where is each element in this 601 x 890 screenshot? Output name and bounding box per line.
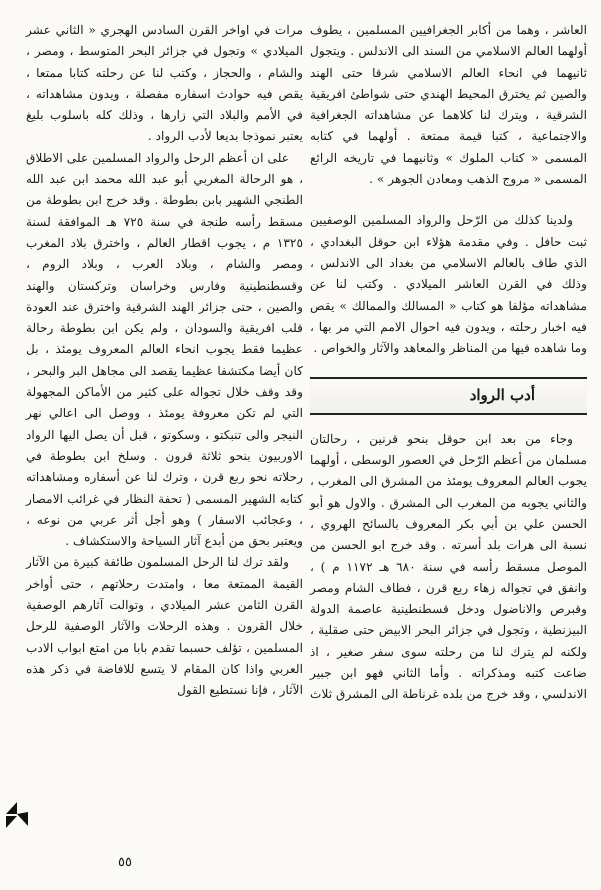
- section-heading-box: [310, 377, 587, 414]
- left-paragraph-1: مرات في اواخر القرن السادس الهجري « الثاني عشر الميلادي » وتجول في جزائر البحر المتوسط ، ومصر ، والشام ، والحجاز ، وكتب لنا عن رحلته كتابا ممتعا ، يقص فيه حوادث اسفاره مفصلة ، ويدون مشاهداته ، في الأمم والبلاد التي زارها ، وذلك كله باسلوب بليغ يعتبر نموذجا بديعا لأدب الرواد .: [26, 23, 303, 144]
- page-number: ٥٥: [118, 855, 132, 870]
- left-paragraph-2: على ان أعظم الرحل والرواد المسلمين على الاطلاق ، هو الرحالة المغربي أبو عبد الله محمد ابن عبد الله الطنجي الشهير بابن بطوطة . وقد خرج ابن بطوطة من مسقط رأسه طنجة في سنة ٧٢٥ هـ الموافقة لسنة ١٣٢٥ م ، يجوب اقطار العالم ، واخترق بلاد المغرب ومصر والشام ، وبلاد العرب ، وبلاد الروم ، وقسطنطينية وفارس وخراسان وتركستان والهند والصين ، حتى جزائر الهند الشرقية واخترق عند العودة قلب افريقية والسودان ، ولم يكن ابن بطوطة رحالة عظيما فقط يجوب انحاء العالم المعروف يومئذ ، بل كان أيضا مكتشفا عظيما يقصد الى مجاهل البر والبحر ، وقد وقف خلال تجواله على كثير من الأماكن المجهولة التي لم تكن معروفة يومئذ ، ووصل الى اعالي نهر النيجر والى تنبكتو ، وسكوتو ، قبل أن يصل اليها الرواد الاوربيون بنحو ثلاثة قرون . وسلخ ابن بطوطة في رحلاته نحو ربع قرن ، وترك لنا عن أسفاره ومشاهداته كتابه الشهير المسمى ( تحفة النظار في غرائب الامصار ، وعجائب الاسفار ) وهو أجل أثر عربي من نوعه ، ويعتبر بحق من أبدع آثار السياحة والاستكشاف .: [26, 150, 303, 549]
- left-column: [26, 20, 303, 702]
- triangle-arrows-icon[interactable]: [4, 800, 30, 830]
- right-column: [310, 20, 587, 706]
- right-paragraph-2: ولدينا كذلك من الرّحل والرواد المسلمين الوصفيين ثبت حافل . وفي مقدمة هؤلاء ابن حوقل البغدادي ، الذي طاف بالعالم الاسلامي من بغداد الى الاندلس ، وذلك في القرن العاشر الميلادي . وكتب لنا عن مشاهداته مؤلفا هو كتاب « المسالك والممالك » يقص فيه اخبار رحلته ، ويدون فيه احوال الامم التي مر بها ، وما شاهده فيها من المناظر والمعاهد والآثار والخواص .: [310, 213, 587, 356]
- left-paragraph-3: ولقد ترك لنا الرحل المسلمون طائفة كبيرة من الآثار القيمة الممتعة معا ، وامتدت رحلاتهم ، حتى أواخر القرن الثامن عشر الميلادي ، وتوالت آثارهم الوصفية خلال القرون . وهذه الرحلات والآثار الوصفية للرحل المسلمين ، تؤلف حسبما تقدم بابا من امتع ابواب الادب العربي واذا كان المقام لا يتسع للافاضة في ذكر هذه الآثار ، فإنا نستطيع القول: [26, 555, 303, 698]
- paragraph-gap: [310, 190, 587, 210]
- right-paragraph-3: وجاء من بعد ابن حوقل بنحو قرنين ، رحالتان مسلمان من أعظم الرّحل في العصور الوسطى ، أولهما يجوب العالم المعروف يومئذ من المشرق الى المغرب ، والثاني يجوبه من المغرب الى المشرق . والاول هو أبو الحسن علي بن أبي بكر المعروف بالسائح الهروي ، نسبة الى هرات بلد أسرته . وقد خرج ابو الحسن من الموصل مسقط رأسه في سنة ٦٨٠ هـ ١١٧٢ م ) ، وانفق في تجواله زهاء ربع قرن ، فطاف الشام ومصر وقبرص والاناضول ودخل قسطنطينية عاصمة الدولة البيزنطية ، وتجول في جزائر البحر الابيض حتى صقلية ، ولكنه لم يترك لنا من رحلته سوى سفر صغير ، اذ ضاعت كتبه ومذكراته . وأما الثاني فهو ابن جبير الاندلسي ، وقد خرج من بلده غرناطة الى المشرق ثلاث: [310, 431, 588, 702]
- section-heading: أدب الرواد: [469, 386, 535, 405]
- nav-arrows-svg: [4, 800, 30, 830]
- right-paragraph-1: العاشر ، وهما من أكابر الجغرافيين المسلمين ، يطوف أولهما العالم الاسلامي من السند الى الاندلس . ويتجول ثانيهما في انحاء العالم الاسلامي شرقا حتى الهند والصين ثم يخترق المحيط الهندي حتى شواطئ افريقية الشرقية ، ويترك لنا كلاهما عن مشاهداته الجغرافية والاجتماعية ، كتبا قيمة ممتعة . أولهما في كتابه المسمى « كتاب الملوك » وثانيهما في تاريخه الرائع المسمى « مروج الذهب ومعادن الجوهر » .: [310, 23, 587, 187]
